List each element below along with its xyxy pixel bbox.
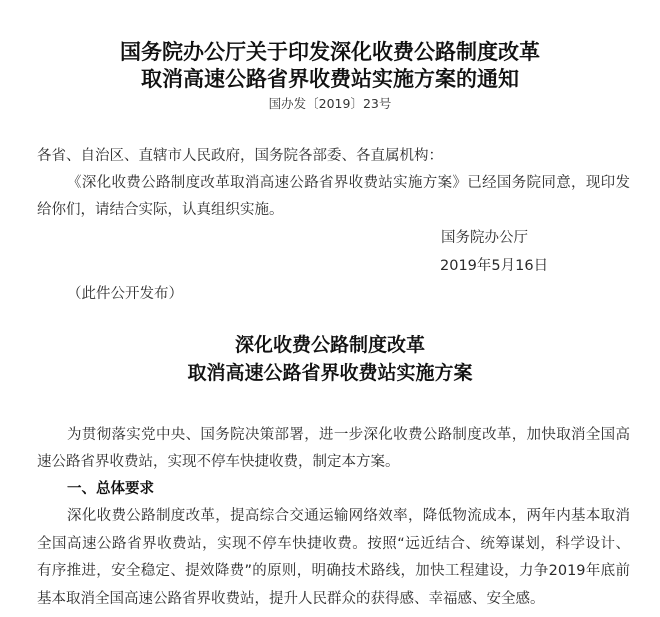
plan-intro-line-2: 速公路省界收费站，实现不停车快捷收费，制定本方案。 <box>37 454 400 470</box>
issuer: 国务院办公厅 <box>441 230 528 246</box>
publication-note: （此件公开发布） <box>67 286 183 302</box>
plan-title-line-2: 取消高速公路省界收费站实施方案 <box>187 362 473 384</box>
notice-title-line-1: 国务院办公厅关于印发深化收费公路制度改革 <box>120 39 540 64</box>
notice-body-line-2: 给你们，请结合实际，认真组织实施。 <box>37 202 284 218</box>
notice-body-line-1: 《深化收费公路制度改革取消高速公路省界收费站实施方案》已经国务院同意，现印发 <box>67 175 630 191</box>
section-1-heading: 一、总体要求 <box>67 481 154 497</box>
notice-title-line-2: 取消高速公路省界收费站实施方案的通知 <box>141 66 519 91</box>
section-1-line-1: 深化收费公路制度改革，提高综合交通运输网络效率，降低物流成本，两年内基本取消 <box>67 508 630 524</box>
section-1-line-2: 全国高速公路省界收费站，实现不停车快捷收费。按照“远近结合、统筹谋划，科学设计、 <box>37 536 630 552</box>
plan-intro-line-1: 为贯彻落实党中央、国务院决策部署，进一步深化收费公路制度改革，加快取消全国高 <box>67 427 630 443</box>
document-number: 国办发〔2019〕23号 <box>268 96 392 111</box>
section-1-line-3: 有序推进，安全稳定、提效降费”的原则，明确技术路线，加快工程建设，力争2019年底前 <box>37 563 630 579</box>
section-1-line-4: 基本取消全国高速公路省界收费站，提升人民群众的获得感、幸福感、安全感。 <box>37 591 545 607</box>
addressees: 各省、自治区、直辖市人民政府，国务院各部委、各直属机构： <box>37 148 443 164</box>
issue-date: 2019年5月16日 <box>440 258 549 274</box>
plan-title-line-1: 深化收费公路制度改革 <box>234 334 425 356</box>
